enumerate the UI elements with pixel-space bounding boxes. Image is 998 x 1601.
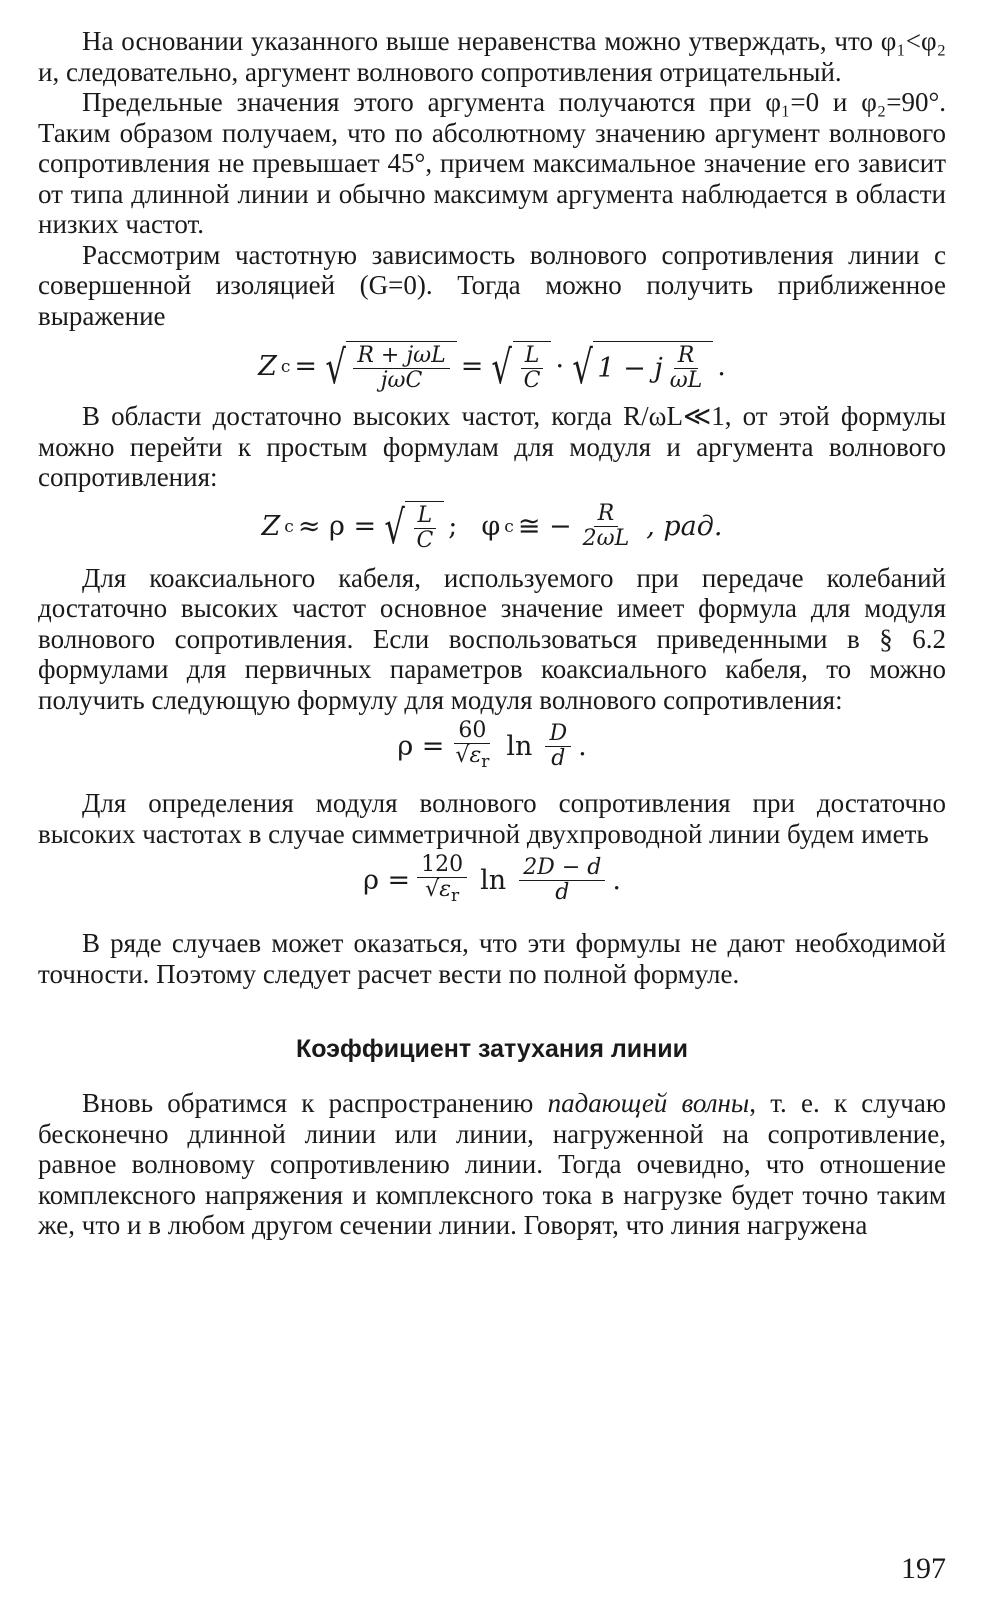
formula-1-sqrt-2: √ $\frac{L}{C}$: [487, 341, 551, 393]
formula-2-phi-sub: c: [504, 516, 514, 537]
formula-2-frac-2: $\frac{R}{2\omega L}$: [582, 501, 630, 551]
formula-3-frac-2: $\frac{D}{d}$: [545, 722, 571, 771]
paragraph-1: На основании указанного выше неравенства можно утверждать, что φ₁<φ₂ и, следовательно, аргумент волнового сопротивления отрицательный.: [38, 26, 946, 87]
section-heading: Коэффициент затухания линии: [295, 1035, 689, 1063]
formula-2-lhs: Z: [261, 510, 281, 542]
paragraph-8-emphasis: падающей волны: [547, 1088, 750, 1118]
formula-2-phi: φ: [481, 510, 501, 542]
formula-2-cong: ≅ −: [517, 510, 572, 542]
formula-3-ln: ln: [506, 730, 533, 762]
formula-1-frac-1: $\frac{\text{R + jωL}}{\text{jωC}}$: [353, 344, 449, 393]
paragraph-5: Для коаксиального кабеля, используемого при передаче колебаний достаточно высоких частот основное значение имеет формула для модуля волнового сопротивления. Если воспользоваться приведенными в § 6.2 формулами для первичных параметров коаксиального кабеля, то можно получить следующую формулу для модуля волнового сопротивления:: [38, 562, 946, 715]
formula-2-approx: ≈ ρ =: [297, 510, 377, 542]
formula-2-sep: ;: [448, 510, 458, 542]
page-number: 197: [901, 1552, 946, 1585]
paragraph-8-start: Вновь обратимся к распространению: [82, 1088, 548, 1118]
formula-1-end: .: [717, 351, 726, 382]
formula-4-frac-2: $\frac{2D - d}{d}$: [519, 856, 605, 905]
formula-1-eq-1: =: [294, 351, 318, 382]
book-page: [38, 26, 946, 1586]
formula-2-unit: , рад.: [646, 510, 723, 542]
formula-1-sqrt-1: √ $\frac{\text{R + jωL}}{\text{jωC}}$: [321, 341, 457, 393]
formula-4-lhs: ρ =: [363, 864, 411, 896]
paragraph-7: В ряде случаев может оказаться, что эти формулы не дают необходимой точности. Поэтому следует расчет вести по полной формуле.: [38, 928, 946, 989]
formula-1-frac-3: $\frac{R}{\omega L}$: [669, 343, 703, 393]
formula-1-inner: 1 − j: [597, 352, 663, 384]
formula-3-lhs: ρ =: [397, 730, 445, 762]
paragraph-3: Рассмотрим частотную зависимость волнового сопротивления линии с совершенной изоляцией (G=0). Тогда можно получить приближенное выражение: [38, 239, 946, 331]
formula-coaxial: [38, 719, 946, 774]
formula-high-frequency: [38, 501, 946, 553]
formula-1-lhs-sub: c: [280, 357, 291, 377]
formula-3-frac-1: $\frac{60}{√\varepsilon_r}$: [451, 719, 493, 774]
formula-1-lhs: Z: [258, 351, 277, 382]
formula-4-frac-1: $\frac{120}{√\varepsilon_r}$: [417, 853, 467, 908]
paragraph-2: Предельные значения этого аргумента получаются при φ₁=0 и φ₂=90°. Таким образом получаем, что по абсолютному значению аргумент волнового сопротивления не превышает 45°, причем максимальное значение его зависит от типа длинной линии и обычно максимум аргумента наблюдается в области низких частот.: [38, 87, 946, 239]
formula-4-end: .: [612, 864, 621, 896]
formula-4-ln: ln: [480, 864, 507, 896]
formula-1-frac-2: $\frac{L}{C}$: [520, 344, 545, 393]
formula-wave-impedance: [38, 341, 946, 393]
paragraph-8: [38, 1088, 946, 1241]
formula-3-end: .: [578, 730, 587, 762]
formula-1-eq-2: =: [460, 351, 484, 382]
paragraph-8-rest: , т. е. к случаю бесконечно длинной линии или линии, нагруженной на сопротивление, равное волновому сопротивлению линии. Тогда очевидно, что отношение комплексного напряжения и комплексного тока в нагрузке будет точно таким же, что и в любом другом сечении линии. Говорят, что линия нагружена: [38, 1088, 946, 1240]
formula-1-dot: ·: [555, 351, 565, 382]
formula-1-sqrt-3: √ 1 − j $\frac{R}{\omega L}$: [568, 341, 713, 393]
formula-3-sqrt-eps: $√\varepsilon_r$: [455, 743, 490, 772]
formula-2-lhs-sub: c: [284, 516, 294, 537]
formula-4-sqrt-eps: $√\varepsilon_r$: [425, 877, 460, 906]
paragraph-6: Для определения модуля волнового сопротивления при достаточно высоких частотах в случае симметричной двухпроводной линии будем иметь: [38, 788, 946, 849]
paragraph-4: В области достаточно высоких частот, когда R/ωL≪1, от этой формулы можно перейти к простым формулам для модуля и аргумента волнового сопротивления:: [38, 401, 946, 492]
formula-2-sqrt: √ $\frac{L}{C}$: [380, 501, 444, 553]
formula-two-wire: [38, 853, 946, 908]
formula-2-frac-1: $\frac{L}{C}$: [412, 504, 437, 553]
